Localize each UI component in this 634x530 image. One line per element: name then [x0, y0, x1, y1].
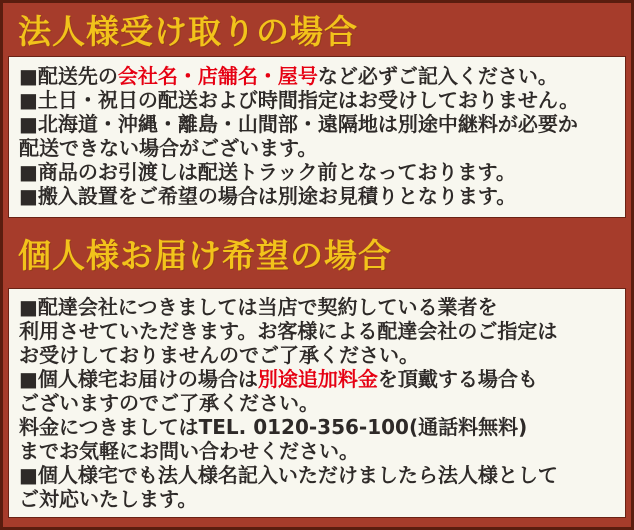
highlighted-text: 別途追加料金 — [257, 367, 378, 391]
note-line — [19, 184, 615, 208]
corporate-notes-panel — [8, 56, 626, 218]
note-line — [19, 415, 615, 439]
note-text: ■配達会社につきましては当店で契約している業者を — [19, 295, 498, 319]
note-text: ございますのでご了承ください。 — [19, 391, 319, 415]
note-text: お受けしておりませんのでご了承ください。 — [19, 343, 419, 367]
note-text: ご対応いたします。 — [19, 487, 198, 511]
note-text: までお気軽にお問い合わせください。 — [19, 439, 359, 463]
note-line — [19, 319, 615, 343]
individual-section-header — [3, 218, 631, 288]
note-text: ■北海道・沖縄・離島・山間部・遠隔地は別途中継料が必要か — [19, 112, 578, 136]
note-text: ■配送先の — [19, 64, 118, 88]
note-text: ■搬入設置をご希望の場合は別途お見積りとなります。 — [19, 184, 517, 208]
note-line — [19, 64, 615, 88]
note-text: 利用させていただきます。お客様による配達会社のご指定は — [19, 319, 558, 343]
note-line — [19, 367, 615, 391]
corporate-section-header — [3, 3, 631, 56]
note-line — [19, 112, 615, 136]
note-line — [19, 136, 615, 160]
note-text: など必ずご記入ください。 — [317, 64, 558, 88]
individual-notes-panel — [8, 288, 626, 518]
note-text: 料金につきましてはTEL. 0120-356-100(通話料無料) — [19, 415, 528, 439]
note-line — [19, 295, 615, 319]
note-text: を頂戴する場合も — [377, 367, 538, 391]
note-line — [19, 391, 615, 415]
note-line — [19, 343, 615, 367]
note-text: 配送できない場合がございます。 — [19, 136, 318, 160]
note-line — [19, 88, 615, 112]
note-text: ■土日・祝日の配送および時間指定はお受けしておりません。 — [19, 88, 580, 112]
note-line — [19, 463, 615, 487]
highlighted-text: 会社名・店舗名・屋号 — [117, 64, 318, 88]
individual-section-title: 個人様お届け希望の場合 — [18, 235, 392, 275]
note-text: ■商品のお引渡しは配送トラック前となっております。 — [19, 160, 516, 184]
corporate-section-title: 法人様受け取りの場合 — [18, 12, 358, 51]
note-line — [19, 487, 615, 511]
note-text: ■個人様宅でも法人様名記入いただけましたら法人様として — [19, 463, 558, 487]
note-line — [19, 439, 615, 463]
note-text: ■個人様宅お届けの場合は — [19, 367, 258, 391]
note-line — [19, 160, 615, 184]
